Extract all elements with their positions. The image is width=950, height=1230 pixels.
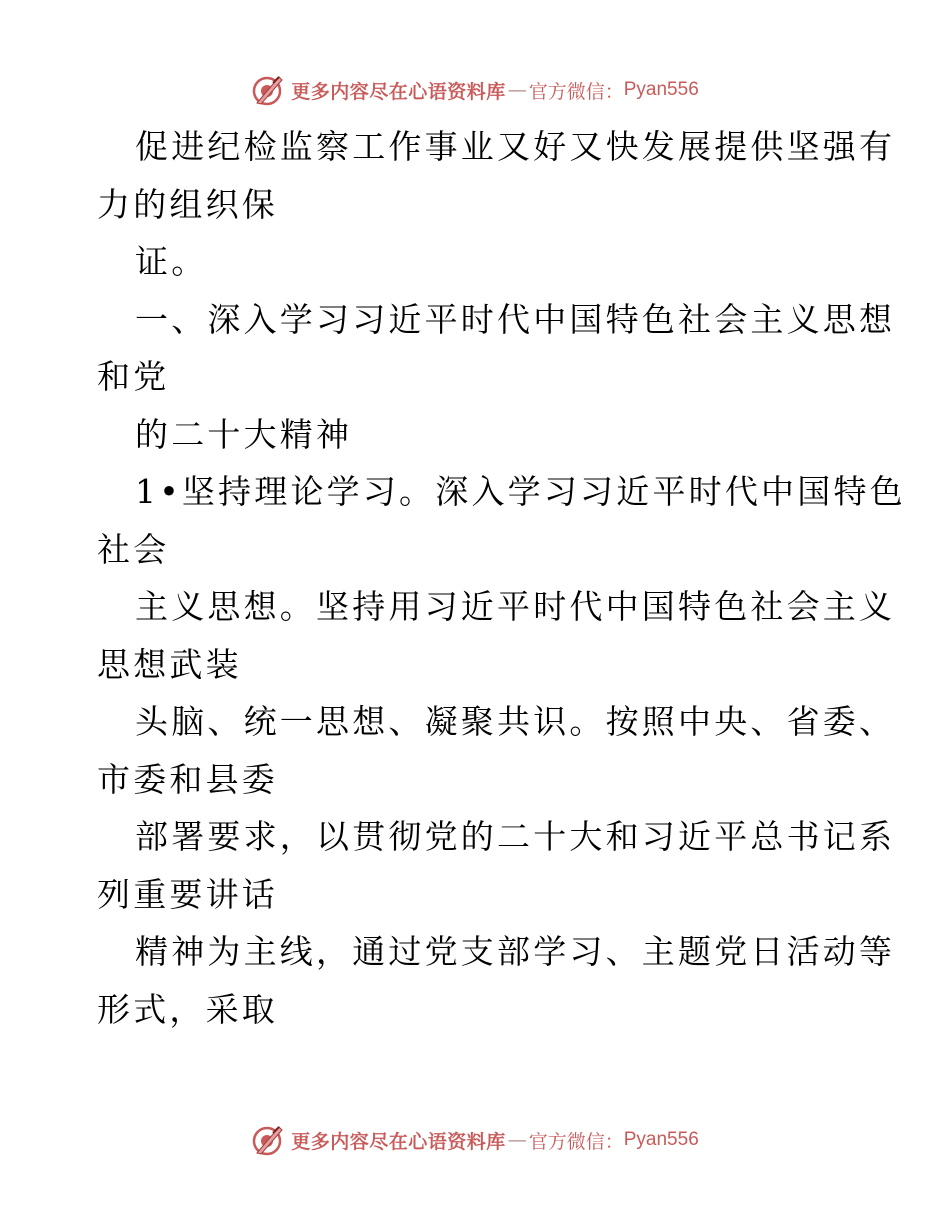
banner-wechat-id: Pyan556: [623, 79, 699, 100]
body-line: 思想武装: [97, 644, 242, 684]
body-line: 形式，采取: [97, 989, 278, 1029]
document-body: [97, 118, 906, 1038]
body-line: 促进纪检监察工作事业又好又快发展提供坚强有: [135, 127, 896, 166]
banner-dash: —: [507, 1129, 527, 1151]
section-heading-line: 一、深入学习习近平时代中国特色社会主义思想: [135, 299, 896, 339]
section-heading-line: 和党: [97, 357, 170, 396]
quill-pen-icon: [251, 73, 285, 107]
banner-wechat-label: 官方微信：: [528, 80, 624, 103]
body-line: 列重要讲话: [97, 874, 278, 914]
banner-brand-text: 更多内容尽在心语资料库: [291, 1130, 506, 1153]
body-line: 主义思想。坚持用习近平时代中国特色社会主义: [135, 587, 896, 626]
banner-wechat-id: Pyan556: [623, 1129, 699, 1150]
body-line: 1•坚持理论学习。深入学习习近平时代中国特色: [135, 472, 906, 511]
banner-wechat-label: 官方微信：: [528, 1130, 624, 1153]
body-line: 证。: [135, 242, 208, 281]
section-heading-line: 的二十大精神: [135, 414, 353, 454]
body-line: 精神为主线，通过党支部学习、主题党日活动等: [135, 932, 896, 971]
banner-brand-text: 更多内容尽在心语资料库: [291, 80, 506, 103]
header-banner: [0, 70, 950, 110]
body-line: 市委和县委: [97, 759, 278, 799]
footer-banner: [0, 1120, 950, 1160]
body-line: 社会: [97, 529, 170, 569]
quill-pen-icon: [251, 1123, 285, 1157]
banner-dash: —: [507, 79, 527, 101]
body-line: 部署要求，以贯彻党的二十大和习近平总书记系: [135, 817, 896, 856]
body-line: 力的组织保: [97, 184, 278, 224]
body-line: 头脑、统一思想、凝聚共识。按照中央、省委、: [135, 702, 896, 741]
